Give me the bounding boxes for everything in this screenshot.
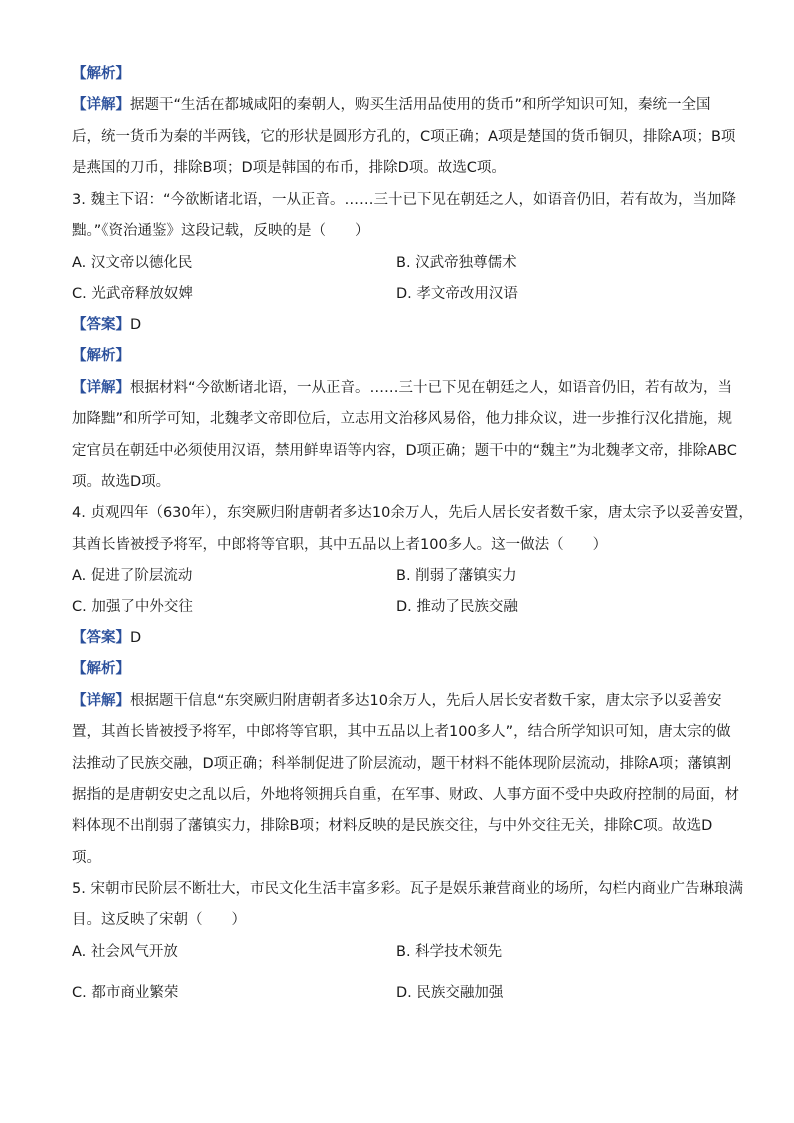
q4-detail-line-5: 料体现不出削弱了藩镇实力，排除B项；材料反映的是民族交往，与中外交往无关，排除C项。故选D — [72, 818, 713, 834]
q3-detail-line-3: 定官员在朝廷中必须使用汉语，禁用鲜卑语等内容，D项正确；题干中的“魏主”为北魏孝文帝，排除ABC — [72, 443, 737, 459]
q4-option-c: C. 加强了中外交往 — [72, 599, 193, 615]
q3-option-b: B. 汉武帝独尊儒术 — [396, 255, 517, 271]
q5-stem-line-2: 目。这反映了宋朝（ ） — [72, 912, 246, 928]
q4-detail-line-1 — [72, 691, 721, 711]
q2-detail-line-2: 后，统一货币为秦的半两钱，它的形状是圆形方孔的，C项正确；A项是楚国的货币铜贝，排除A项；B项 — [72, 129, 736, 145]
q2-detail-text-1: 据题干“生活在都城咸阳的秦朝人，购买生活用品使用的货币”和所学知识可知，秦统一全国 — [130, 97, 711, 113]
q4-stem-line-1: 4. 贞观四年（630年），东突厥归附唐朝者多达10余万人，先后人居长安者数千家，唐太宗予以妥善安置， — [72, 505, 753, 521]
q3-detail-line-4: 项。故选D项。 — [72, 474, 171, 490]
q5-option-a: A. 社会风气开放 — [72, 944, 178, 960]
q4-detail-line-4: 据指的是唐朝安史之乱以后，外地将领拥兵自重，在军事、财政、人事方面不受中央政府控制的局面，材 — [72, 787, 739, 803]
q3-option-a: A. 汉文帝以德化民 — [72, 255, 193, 271]
q3-answer-tag: 【答案】 — [72, 317, 130, 333]
q3-stem-line-1: 3. 魏主下诏：“今欲断诸北语，一从正音。……三十已下见在朝廷之人，如语音仍旧，若有故为，当加降 — [72, 192, 736, 208]
q4-stem-line-2: 其酋长皆被授予将军，中郎将等官职，其中五品以上者100多人。这一做法（ ） — [72, 537, 608, 553]
q4-option-a: A. 促进了阶层流动 — [72, 568, 193, 584]
q3-answer-line — [72, 315, 141, 335]
q4-detail-line-2: 置，其酋长皆被授予将军，中郎将等官职，其中五品以上者100多人”，结合所学知识可知，唐太宗的做 — [72, 724, 731, 740]
q2-analysis-heading: 【解析】 — [72, 66, 130, 82]
q4-analysis-heading: 【解析】 — [72, 661, 130, 677]
q3-answer-value: D — [130, 317, 142, 333]
q2-detail-line-3: 是燕国的刀币，排除B项；D项是韩国的布币，排除D项。故选C项。 — [72, 160, 506, 176]
q3-option-c: C. 光武帝释放奴婢 — [72, 286, 193, 302]
q3-detail-text-1: 根据材料“今欲断诸北语，一从正音。……三十已下见在朝廷之人，如语音仍旧，若有故为，当 — [130, 380, 733, 396]
q4-option-d: D. 推动了民族交融 — [396, 599, 518, 615]
q5-option-b: B. 科学技术领先 — [396, 944, 503, 960]
q3-stem-line-2: 黜。”《资治通鉴》这段记载，反映的是（ ） — [72, 223, 370, 239]
q4-detail-line-6: 项。 — [72, 850, 101, 866]
q4-detail-text-1: 根据题干信息“东突厥归附唐朝者多达10余万人，先后人居长安者数千家，唐太宗予以妥善安 — [130, 693, 722, 709]
q4-option-b: B. 削弱了藩镇实力 — [396, 568, 517, 584]
q5-option-d: D. 民族交融加强 — [396, 985, 504, 1001]
q4-detail-tag: 【详解】 — [72, 693, 130, 709]
q4-answer-tag: 【答案】 — [72, 630, 130, 646]
q3-detail-line-2: 加降黜”和所学可知，北魏孝文帝即位后，立志用文治移风易俗，他力排众议，进一步推行汉化措施，规 — [72, 411, 733, 427]
q2-detail-tag: 【详解】 — [72, 97, 130, 113]
q3-detail-line-1 — [72, 378, 732, 398]
q3-detail-tag: 【详解】 — [72, 380, 130, 396]
q5-option-c: C. 都市商业繁荣 — [72, 985, 179, 1001]
q5-stem-line-1: 5. 宋朝市民阶层不断壮大，市民文化生活丰富多彩。瓦子是娱乐兼营商业的场所，勾栏内商业广告琳琅满 — [72, 881, 743, 897]
q4-detail-line-3: 法推动了民族交融，D项正确；科举制促进了阶层流动，题干材料不能体现阶层流动，排除A项；藩镇割 — [72, 756, 732, 772]
q3-option-d: D. 孝文帝改用汉语 — [396, 286, 518, 302]
q3-analysis-heading: 【解析】 — [72, 348, 130, 364]
q4-answer-line — [72, 628, 141, 648]
q4-answer-value: D — [130, 630, 142, 646]
q2-detail-line-1 — [72, 95, 711, 115]
